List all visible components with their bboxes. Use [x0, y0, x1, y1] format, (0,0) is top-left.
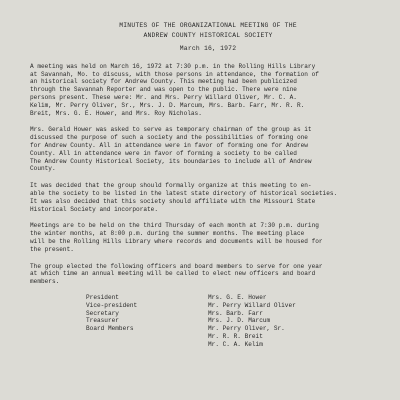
officer-name: Mrs. G. E. Hower — [208, 293, 267, 301]
paragraph-line: Meetings are to be held on the third Thursday of each month at 7:30 p.m. during — [30, 222, 319, 230]
officer-title: Treasurer — [86, 317, 119, 325]
officer-row — [30, 302, 386, 310]
officer-name: Mrs. Barb. Farr — [208, 309, 263, 317]
officer-name: Mr. Perry Willard Oliver — [208, 301, 296, 309]
officer-title — [30, 333, 208, 341]
officer-name: Mr. Perry Oliver, Sr. — [208, 325, 285, 333]
officer-title: Secretary — [86, 309, 119, 317]
paragraph-line: Breit, Mrs. G. E. Hower, and Mrs. Roy Nicholas. — [30, 109, 202, 117]
officer-name: Mr. R. R. Breit — [208, 332, 263, 340]
paragraph-line: Historical Society and incorporate. — [30, 205, 158, 213]
officer-row — [30, 294, 386, 302]
paragraph-line: an historical society for Andrew County. This meeting had been publicized — [30, 78, 297, 86]
paragraph-line: discussed the purpose of such a society and the possibilities of forming one — [30, 134, 308, 142]
minutes-body — [30, 63, 386, 286]
officer-row — [30, 325, 386, 333]
paragraph-line: will be the Rolling Hills Library where records and documents will be housed for — [30, 237, 323, 245]
officer-row — [30, 317, 386, 325]
officer-row — [30, 310, 386, 318]
paragraph-line: County. — [30, 165, 56, 173]
officer-name: Mrs. J. D. Marcum — [208, 317, 271, 325]
minutes-paragraph — [30, 63, 386, 118]
officer-row — [30, 333, 386, 341]
paragraph-line: at Savannah, Mo. to discuss, with those persons in attendance, the formation of — [30, 70, 319, 78]
paragraph-line: persons present. These were: Mr. and Mrs. Perry Willard Oliver, Mr. C. A. — [30, 93, 297, 101]
paragraph-line: It was decided that the group should formally organize at this meeting to en- — [30, 182, 312, 190]
heading-title: MINUTES OF THE ORGANIZATIONAL MEETING OF THE — [119, 22, 297, 29]
paragraph-line: Mrs. Gerald Hower was asked to serve as temporary chairman of the group as it — [30, 126, 312, 134]
minutes-paragraph — [30, 126, 386, 173]
paragraph-line: able the society to be listed in the latest state directory of historical societies. — [30, 189, 338, 197]
minutes-paragraph — [30, 222, 386, 253]
paragraph-line: The group elected the following officers and board members to serve for one year — [30, 262, 323, 270]
paragraph-line: Kelim, Mr. Perry Oliver, Sr., Mrs. J. D. Marcum, Mrs. Barb. Farr, Mr. R. R. — [30, 101, 305, 109]
officer-title: Vice-president — [86, 301, 138, 309]
paragraph-line: The Andrew County Historical Society, its boundaries to include all of Andrew — [30, 157, 312, 165]
paragraph-line: at which time an annual meeting will be called to elect new officers and board — [30, 270, 316, 278]
paragraph-line: for Andrew County. All in attendance were in favor of forming one for Andrew — [30, 141, 308, 149]
officer-name: Mr. C. A. Kelim — [208, 340, 263, 348]
officer-title: President — [86, 293, 119, 301]
paragraph-line: County. All in attendance were in favor of forming a society to be called — [30, 149, 297, 157]
minutes-paragraph — [30, 182, 386, 213]
paragraph-line: the winter months, at 8:00 p.m. during the summer months. The meeting place — [30, 230, 305, 238]
meeting-date: March 16, 1972 — [179, 45, 237, 53]
heading-organization: ANDREW COUNTY HISTORICAL SOCIETY — [143, 31, 273, 39]
document-heading — [30, 21, 386, 54]
officer-row — [30, 341, 386, 349]
minutes-paragraph — [30, 263, 386, 286]
officer-title: Board Members — [86, 325, 134, 333]
officer-roster — [30, 294, 386, 349]
paragraph-line: the present. — [30, 245, 74, 253]
paragraph-line: It was also decided that this society should affiliate with the Missouri State — [30, 197, 316, 205]
officer-title — [30, 341, 208, 349]
paragraph-line: through the Savannah Reporter and was open to the public. There were nine — [30, 86, 297, 94]
paragraph-line: members. — [30, 278, 60, 286]
paragraph-line: A meeting was held on March 16, 1972 at 7:30 p.m. in the Rolling Hills Library — [30, 62, 316, 70]
